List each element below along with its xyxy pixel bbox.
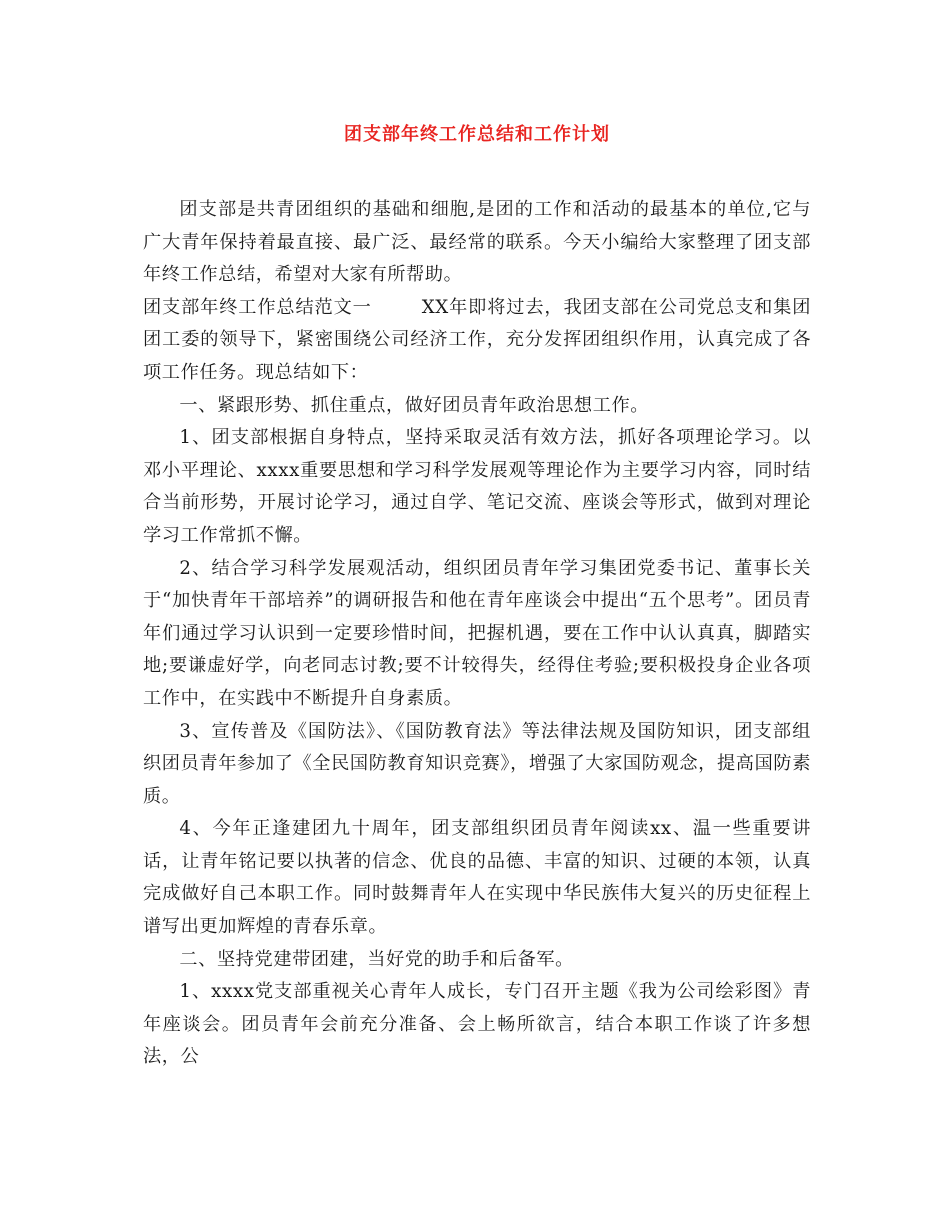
paragraph-1-4: 4、今年正逢建团九十周年，团支部组织团员青年阅读xx、温一些重要讲话，让青年铭记要以执著的信念、优良的品德、丰富的知识、过硬的本领，认真完成做好自己本职工作。同时鼓舞青年人在实现中华民族伟大复兴的历史征程上谱写出更加辉煌的青春乐章。	[143, 818, 811, 938]
paragraph-2-1: 1、xxxx党支部重视关心青年人成长，专门召开主题《我为公司绘彩图》青年座谈会。团员青年会前充分准备、会上畅所欲言，结合本职工作谈了许多想法，公	[143, 981, 811, 1068]
document-body	[143, 194, 811, 1074]
section-heading-2: 二、坚持党建带团建，当好党的助手和后备军。	[179, 948, 574, 970]
paragraph-1-3: 3、宣传普及《国防法》、《国防教育法》等法律法规及国防知识，团支部组织团员青年参加了《全民国防教育知识竞赛》，增强了大家国防观念，提高国防素质。	[143, 720, 811, 807]
sample-heading: 团支部年终工作总结范文一	[143, 296, 372, 318]
document-page	[143, 0, 811, 1074]
intro-paragraph: 团支部是共青团组织的基础和细胞,是团的工作和活动的最基本的单位,它与广大青年保持着最直接、最广泛、最经常的联系。今天小编给大家整理了团支部年终工作总结，希望对大家有所帮助。	[143, 199, 811, 286]
sample-paragraph	[143, 292, 811, 390]
section-heading-1: 一、紧跟形势、抓住重点，做好团员青年政治思想工作。	[179, 394, 650, 416]
sample-intro-text: XX年即将过去，我团支部在公司党总支和集团团工委的领导下，紧密围绕公司经济工作，充分发挥团组织作用，认真完成了各项工作任务。现总结如下：	[143, 296, 812, 383]
paragraph-1-2: 2、结合学习科学发展观活动，组织团员青年学习集团党委书记、董事长关于“加快青年干部培养”的调研报告和他在青年座谈会中提出“五个思考”。团员青年们通过学习认识到一定要珍惜时间，把握机遇，要在工作中认认真真，脚踏实地;要谦虚好学，向老同志讨教;要不计较得失，经得住考验;要积极投身企业各项工作中，在实践中不断提升自身素质。	[143, 557, 811, 709]
paragraph-1-1: 1、团支部根据自身特点，坚持采取灵活有效方法，抓好各项理论学习。以邓小平理论、xxxx重要思想和学习科学发展观等理论作为主要学习内容，同时结合当前形势，开展讨论学习，通过自学、笔记交流、座谈会等形式，做到对理论学习工作常抓不懈。	[143, 427, 811, 546]
document-title: 团支部年终工作总结和工作计划	[344, 124, 610, 145]
